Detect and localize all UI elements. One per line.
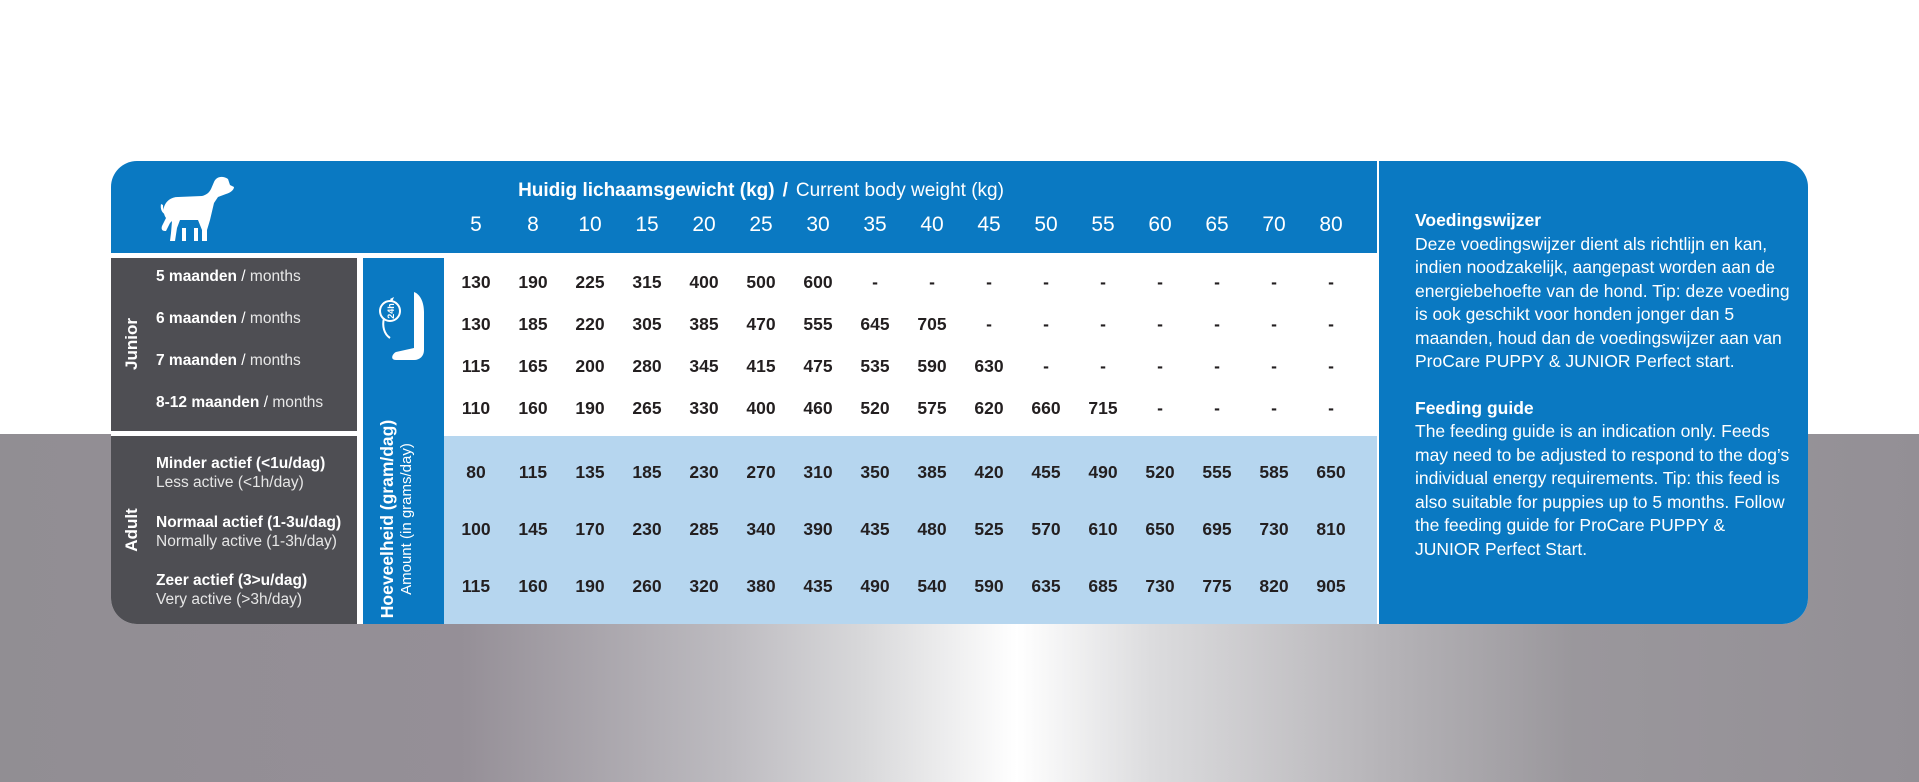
amount-label-nl: Hoeveelheid (gram/dag) [377,419,397,619]
junior-table-cell: - [1271,272,1277,292]
adult-table-cell: 480 [917,519,947,539]
age-en: months [249,310,301,327]
junior-section [111,258,357,431]
info-text [1415,209,1790,561]
activity-row-normal [156,513,341,551]
adult-table-cell: 185 [632,462,662,482]
header-title-separator: / [782,180,788,201]
weight-header-cell: 50 [1034,213,1058,236]
junior-table-cell: 110 [461,398,491,418]
weight-header-cell: 55 [1091,213,1115,236]
junior-table-cell: - [1100,314,1106,334]
junior-table-cell: 470 [746,314,776,334]
activity-en: Normally active (1-3h/day) [156,533,337,550]
food-bowl-24h-icon [374,288,436,362]
adult-table-cell: 635 [1031,576,1061,596]
adult-table-cell: 420 [974,462,1004,482]
adult-table-cell: 540 [917,576,947,596]
adult-table-cell: 610 [1088,519,1118,539]
junior-table-cell: 130 [461,314,491,334]
junior-table-cell: - [1043,356,1049,376]
junior-table-cell: 305 [632,314,662,334]
adult-table-cell: 230 [689,462,719,482]
age-en: months [249,352,301,369]
activity-nl: Zeer actief (3>u/dag) [156,572,308,589]
junior-table-cell: - [1157,314,1163,334]
junior-table-cell: 645 [860,314,890,334]
adult-table-cell: 350 [860,462,890,482]
age-nl: 5 maanden [156,268,237,285]
adult-table-cell: 905 [1316,576,1346,596]
junior-table-cell: - [1157,272,1163,292]
age-en: months [249,268,301,285]
junior-table-cell: - [1100,356,1106,376]
junior-table-cell: 190 [575,398,605,418]
junior-table-cell: 575 [917,398,947,418]
junior-table-cell: - [872,272,878,292]
age-row-7 [156,352,301,370]
junior-table-cell: 115 [461,356,491,376]
age-nl: 6 maanden [156,310,237,327]
junior-table-cell: 130 [461,272,491,292]
junior-label: Junior [122,318,141,370]
weight-header-cell: 80 [1319,213,1343,236]
amount-label [377,409,427,624]
adult-table-cell: 145 [518,519,548,539]
junior-table-cell: 385 [689,314,719,334]
adult-table-cell: 115 [518,462,548,482]
weight-header-cell: 8 [527,213,539,236]
weight-header-cell: 10 [578,213,602,236]
activity-row-high [156,571,307,609]
junior-table-cell: - [1043,272,1049,292]
junior-table-cell: 620 [974,398,1004,418]
junior-table-cell: - [1214,356,1220,376]
adult-table-cell: 525 [974,519,1004,539]
junior-table-cell: 715 [1088,398,1118,418]
header-title-nl: Huidig lichaamsgewicht (kg) [518,180,775,201]
adult-table-cell: 100 [461,519,491,539]
activity-row-low [156,454,325,492]
info-panel [1379,161,1808,624]
weight-header-cell: 20 [692,213,716,236]
info-nl-title: Voedingswijzer [1415,210,1542,230]
junior-table-cell: - [1214,272,1220,292]
adult-table-cell: 115 [461,576,491,596]
amount-column [363,258,444,624]
junior-table-cell: - [1157,356,1163,376]
dashed-divider [1377,161,1379,624]
adult-values-table [444,436,1377,624]
adult-table-cell: 160 [518,576,548,596]
junior-table-cell: - [986,272,992,292]
junior-table-cell: - [1328,398,1334,418]
weight-header-cell: 35 [863,213,887,236]
adult-table-cell: 570 [1031,519,1061,539]
adult-table-cell: 170 [575,519,605,539]
adult-table-cell: 390 [803,519,833,539]
junior-table-cell: - [929,272,935,292]
activity-nl: Normaal actief (1-3u/dag) [156,514,342,531]
adult-table-cell: 585 [1259,462,1289,482]
adult-table-cell: 520 [1145,462,1175,482]
junior-table-cell: 225 [575,272,605,292]
weight-header-cell: 40 [920,213,944,236]
adult-table-cell: 260 [632,576,662,596]
feeding-guide-card [111,161,1808,624]
junior-table-cell: 555 [803,314,833,334]
info-nl-body: Deze voedingswijzer dient als richtlijn en kan, indien noodzakelijk, aangepast worden aan de energiebehoefte van de hond. Tip: deze voeding is ook geschikt voor honden jonger dan 5 maanden, houd dan de voedingswijzer aan van ProCare PUPPY & JUNIOR Perfect start. [1415,233,1790,371]
adult-table-cell: 190 [575,576,605,596]
junior-table-cell: 475 [803,356,833,376]
adult-table-cell: 730 [1145,576,1175,596]
age-nl: 8-12 maanden [156,394,260,411]
junior-table-cell: - [1271,398,1277,418]
adult-table-cell: 695 [1202,519,1232,539]
junior-table-cell: - [1214,314,1220,334]
adult-table-cell: 310 [803,462,833,482]
junior-table-cell: - [986,314,992,334]
dog-icon [156,173,240,245]
junior-table-cell: 535 [860,356,890,376]
junior-table-cell: 400 [746,398,776,418]
age-row-5 [156,268,301,286]
adult-table-cell: 380 [746,576,776,596]
junior-table-cell: 705 [917,314,947,334]
adult-table-cell: 435 [860,519,890,539]
junior-table-cell: 265 [632,398,662,418]
junior-table-cell: 185 [518,314,548,334]
adult-table-cell: 685 [1088,576,1118,596]
junior-table-cell: - [1328,356,1334,376]
adult-table-cell: 455 [1031,462,1061,482]
junior-table-cell: - [1214,398,1220,418]
age-nl: 7 maanden [156,352,237,369]
adult-table-cell: 435 [803,576,833,596]
junior-table-cell: 315 [632,272,662,292]
adult-table-cell: 775 [1202,576,1232,596]
info-en-title: Feeding guide [1415,397,1534,418]
junior-values-table [444,258,1377,436]
junior-table-cell: 200 [575,356,605,376]
weight-header-cell: 30 [806,213,830,236]
junior-table-cell: 590 [917,356,947,376]
junior-table-cell: 330 [689,398,719,418]
info-en-body: The feeding guide is an indication only. Feeds may need to be adjusted to respond to the dog’s individual energy requirements. Tip: this feed is also suitable for puppies up to 5 months. Follow the feeding guide for ProCare PUPPY & JUNIOR Perfect Start. [1415,421,1790,559]
amount-label-en: Amount (in grams/day) [398,443,415,595]
weight-header-cell: 45 [977,213,1001,236]
junior-table-cell: 165 [518,356,548,376]
adult-table-cell: 385 [917,462,947,482]
adult-table-cell: 650 [1316,462,1346,482]
weight-header-cell: 15 [635,213,659,236]
weight-header-cell: 70 [1262,213,1286,236]
header-title [411,180,1111,202]
adult-table-cell: 730 [1259,519,1289,539]
adult-table-cell: 340 [746,519,776,539]
table-header [111,161,1377,253]
age-row-8-12 [156,394,323,412]
junior-table-cell: 660 [1031,398,1061,418]
junior-table-cell: 220 [575,314,605,334]
activity-nl: Minder actief (<1u/dag) [156,455,326,472]
junior-table-cell: 280 [632,356,662,376]
age-en: months [272,394,324,411]
junior-table-cell: 460 [803,398,833,418]
junior-table-cell: - [1043,314,1049,334]
age-sep: / [236,352,250,369]
age-row-6 [156,310,301,328]
weight-header-cell: 5 [470,213,482,236]
adult-table-cell: 490 [860,576,890,596]
junior-table-cell: - [1328,272,1334,292]
junior-table-cell: 415 [746,356,776,376]
junior-table-cell: - [1100,272,1106,292]
adult-table-cell: 230 [632,519,662,539]
adult-table-cell: 590 [974,576,1004,596]
adult-table-cell: 135 [575,462,605,482]
activity-en: Less active (<1h/day) [156,474,304,491]
adult-table-cell: 555 [1202,462,1232,482]
junior-table-cell: 345 [689,356,719,376]
age-sep: / [236,268,250,285]
adult-table-cell: 810 [1316,519,1346,539]
junior-table-cell: - [1271,314,1277,334]
adult-table-cell: 285 [689,519,719,539]
info-en [1415,397,1790,562]
adult-table-cell: 270 [746,462,776,482]
adult-table-cell: 80 [466,462,486,482]
weight-header-cell: 65 [1205,213,1229,236]
junior-table-cell: 190 [518,272,548,292]
age-sep: / [236,310,250,327]
junior-table-cell: 520 [860,398,890,418]
adult-table-cell: 490 [1088,462,1118,482]
junior-table-cell: 500 [746,272,776,292]
adult-section [111,436,357,624]
info-nl [1415,209,1790,374]
junior-table-cell: - [1328,314,1334,334]
icon-24h-text: 24h [386,303,396,319]
junior-table-cell: - [1271,356,1277,376]
junior-table-cell: 160 [518,398,548,418]
adult-table-cell: 820 [1259,576,1289,596]
junior-table-cell: 400 [689,272,719,292]
activity-en: Very active (>3h/day) [156,591,303,608]
junior-table-cell: 600 [803,272,833,292]
adult-table-cell: 650 [1145,519,1175,539]
age-sep: / [259,394,273,411]
weight-header-cell: 25 [749,213,773,236]
weight-header-cell: 60 [1148,213,1172,236]
adult-table-cell: 320 [689,576,719,596]
adult-label: Adult [122,508,141,552]
junior-table-cell: - [1157,398,1163,418]
junior-table-cell: 630 [974,356,1004,376]
header-title-en: Current body weight (kg) [795,180,1004,201]
